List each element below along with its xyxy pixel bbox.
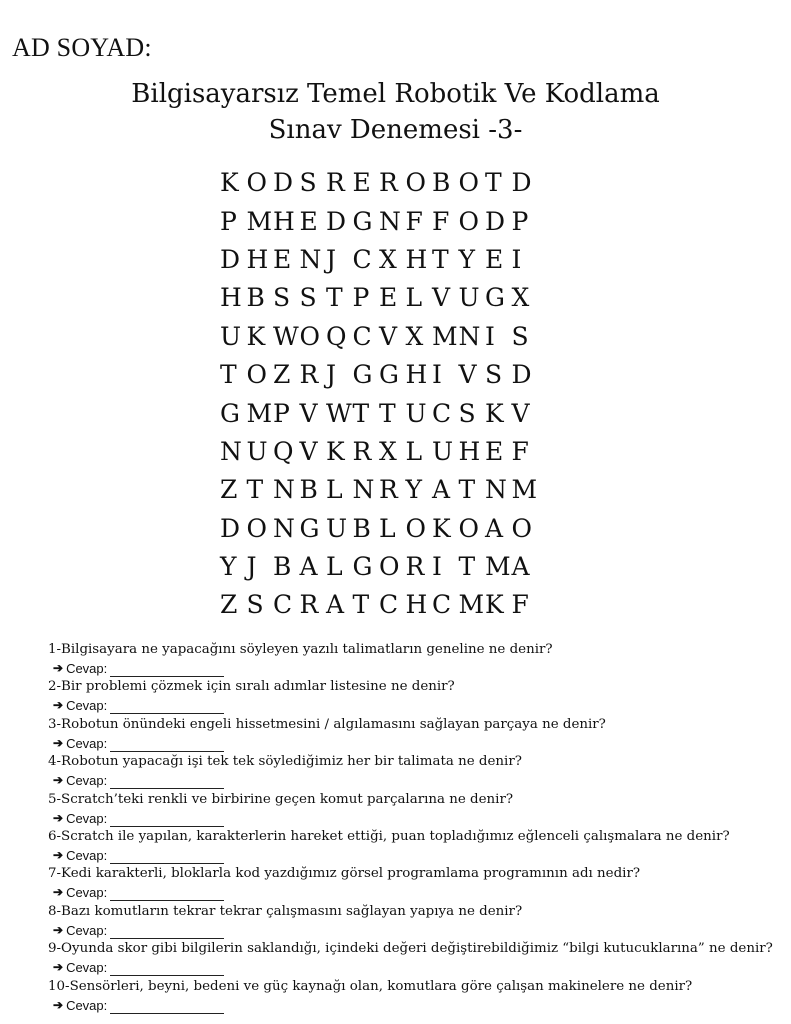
grid-letter[interactable]: S — [485, 360, 503, 390]
page-subtitle: Sınav Denemesi -3- — [268, 115, 523, 145]
answer-blank-field[interactable] — [110, 740, 224, 752]
answer-blank-field[interactable] — [110, 815, 224, 827]
grid-letter[interactable]: Q — [326, 321, 347, 351]
grid-row — [220, 510, 538, 548]
grid-letter[interactable]: N — [273, 475, 295, 505]
grid-letter[interactable]: R — [299, 590, 319, 620]
grid-letter[interactable]: K — [246, 321, 266, 351]
grid-letter[interactable]: N — [220, 436, 242, 466]
grid-letter[interactable]: H — [405, 244, 428, 274]
grid-letter[interactable]: M — [432, 321, 458, 351]
grid-letter[interactable]: U — [246, 436, 268, 466]
grid-letter[interactable]: C — [273, 590, 293, 620]
grid-letter[interactable]: F — [511, 436, 529, 466]
grid-letter[interactable]: O — [379, 552, 400, 582]
arrow-right-icon: ➔ — [53, 810, 64, 825]
grid-letter[interactable]: O — [405, 513, 426, 543]
grid-letter[interactable]: D — [220, 244, 241, 274]
word-search-grid — [220, 164, 538, 625]
grid-letter[interactable]: T — [326, 283, 343, 313]
grid-letter[interactable]: V — [511, 398, 530, 428]
arrow-right-icon: ➔ — [53, 735, 64, 750]
grid-letter[interactable]: D — [485, 206, 506, 236]
grid-row — [220, 394, 538, 432]
question-item — [48, 752, 783, 789]
answer-blank-field[interactable] — [110, 702, 224, 714]
question-text: 10-Sensörleri, beyni, bedeni ve güç kaynağı olan, komutlara göre çalışan makinelere ne denir? — [48, 978, 693, 994]
grid-letter[interactable]: D — [273, 168, 294, 198]
answer-row — [48, 997, 783, 1014]
arrow-right-icon: ➔ — [53, 661, 64, 675]
answer-blank-field[interactable] — [110, 1002, 224, 1014]
grid-letter[interactable]: J — [246, 552, 257, 582]
grid-letter[interactable]: O — [458, 168, 479, 198]
grid-row — [220, 433, 538, 471]
grid-row — [220, 164, 538, 202]
grid-letter[interactable]: V — [432, 283, 451, 313]
grid-letter[interactable]: S — [246, 590, 264, 620]
grid-row — [220, 279, 538, 317]
answer-label: Cevap: — [66, 847, 108, 863]
grid-letter[interactable]: B — [299, 475, 318, 505]
grid-letter[interactable]: N — [485, 475, 507, 505]
arrow-right-icon: ➔ — [53, 885, 64, 900]
grid-letter[interactable]: O — [511, 513, 532, 543]
grid-letter[interactable]: T — [432, 244, 449, 274]
grid-letter[interactable]: A — [511, 552, 530, 582]
grid-letter[interactable]: T — [352, 398, 370, 428]
grid-letter[interactable]: P — [220, 206, 237, 236]
question-list — [48, 640, 783, 1014]
grid-letter[interactable]: D — [220, 513, 241, 543]
grid-letter[interactable]: L — [379, 513, 396, 543]
grid-letter[interactable]: D — [511, 168, 532, 198]
grid-letter[interactable]: S — [511, 321, 529, 351]
grid-letter[interactable]: T — [220, 360, 237, 390]
grid-letter[interactable]: O — [458, 206, 479, 236]
grid-letter[interactable]: A — [299, 552, 318, 582]
grid-letter[interactable]: H — [220, 283, 242, 313]
question-item — [48, 677, 783, 714]
question-item — [48, 977, 783, 1014]
question-text: 5-Scratch’teki renkli ve birbirine geçen komut parçalarına ne denir? — [48, 791, 514, 807]
grid-letter[interactable]: R — [405, 552, 425, 582]
grid-letter[interactable]: C — [352, 321, 372, 351]
answer-row — [48, 772, 783, 789]
grid-letter[interactable]: G — [352, 360, 373, 390]
grid-letter[interactable]: A — [326, 590, 345, 620]
grid-letter[interactable]: I — [432, 552, 442, 582]
grid-letter[interactable]: Z — [220, 475, 238, 505]
grid-letter[interactable]: D — [511, 360, 532, 390]
grid-letter[interactable]: U — [220, 321, 242, 351]
grid-letter[interactable]: V — [379, 321, 398, 351]
question-text: 7-Kedi karakterli, bloklarla kod yazdığımız görsel programlama programının adı nedir? — [48, 866, 641, 882]
answer-row — [48, 884, 783, 901]
grid-letter[interactable]: K — [220, 168, 239, 198]
grid-letter[interactable]: I — [511, 244, 522, 274]
answer-blank-field[interactable] — [110, 927, 224, 939]
grid-letter[interactable]: G — [299, 513, 320, 543]
grid-letter[interactable]: Y — [405, 475, 423, 505]
grid-letter[interactable]: N — [352, 475, 375, 505]
grid-letter[interactable]: E — [485, 436, 504, 466]
grid-letter[interactable]: O — [246, 513, 267, 543]
answer-blank-field[interactable] — [110, 665, 224, 677]
question-item — [48, 939, 783, 976]
grid-letter[interactable]: T — [458, 552, 476, 582]
grid-letter[interactable]: M — [485, 552, 511, 582]
grid-letter[interactable]: T — [352, 590, 370, 620]
grid-letter[interactable]: L — [326, 475, 343, 505]
grid-letter[interactable]: L — [405, 283, 423, 313]
grid-letter[interactable]: Z — [220, 590, 238, 620]
grid-row — [220, 548, 538, 586]
grid-letter[interactable]: P — [273, 398, 290, 428]
grid-row — [220, 241, 538, 279]
grid-row — [220, 471, 538, 509]
grid-letter[interactable]: V — [299, 398, 318, 428]
grid-letter[interactable]: I — [432, 360, 442, 390]
answer-row — [48, 697, 783, 714]
answer-row — [48, 735, 783, 752]
grid-letter[interactable]: I — [485, 321, 495, 351]
grid-letter[interactable]: B — [352, 513, 371, 543]
grid-letter[interactable]: E — [379, 283, 398, 313]
answer-label: Cevap: — [66, 698, 108, 714]
grid-row — [220, 586, 538, 624]
question-text: 8-Bazı komutların tekrar tekrar çalışmasını sağlayan yapıya ne denir? — [48, 903, 523, 919]
grid-letter[interactable]: S — [458, 398, 476, 428]
grid-letter[interactable]: X — [379, 436, 397, 466]
question-text: 9-Oyunda skor gibi bilgilerin saklandığı, içindeki değeri değiştirebildiğimiz “bilgi kutucuklarına” ne denir? — [48, 941, 773, 957]
grid-letter[interactable]: H — [405, 590, 428, 620]
name-surname-label: AD SOYAD: — [12, 33, 152, 62]
grid-letter[interactable]: O — [299, 321, 320, 351]
grid-letter[interactable]: D — [326, 206, 347, 236]
answer-row — [48, 810, 783, 827]
grid-letter[interactable]: M — [511, 475, 538, 505]
grid-letter[interactable]: K — [485, 398, 504, 428]
answer-label: Cevap: — [66, 773, 108, 789]
grid-letter[interactable]: N — [299, 244, 322, 274]
question-text: 3-Robotun önündeki engeli hissetmesini / algılamasını sağlayan parçaya ne denir? — [48, 716, 606, 732]
answer-blank-field[interactable] — [110, 852, 224, 864]
arrow-right-icon: ➔ — [53, 960, 64, 975]
grid-letter[interactable]: R — [379, 475, 398, 505]
grid-letter[interactable]: H — [246, 244, 269, 274]
grid-letter[interactable]: H — [405, 360, 428, 390]
arrow-right-icon: ➔ — [53, 997, 64, 1012]
grid-letter[interactable]: S — [299, 283, 317, 313]
grid-letter[interactable]: F — [432, 206, 450, 236]
grid-letter[interactable]: M — [246, 206, 273, 236]
grid-letter[interactable]: N — [379, 206, 401, 236]
grid-letter[interactable]: H — [458, 436, 481, 466]
question-item — [48, 640, 783, 677]
arrow-right-icon: ➔ — [53, 922, 64, 937]
grid-letter[interactable]: P — [352, 283, 370, 313]
grid-letter[interactable]: F — [405, 206, 423, 236]
grid-letter[interactable]: C — [432, 398, 452, 428]
grid-letter[interactable]: P — [511, 206, 529, 236]
question-text: 6-Scratch ile yapılan, karakterlerin hareket ettiği, puan topladığımız eğlenceli çalışmalara ne denir? — [48, 828, 730, 844]
grid-letter[interactable]: A — [485, 513, 504, 543]
grid-letter[interactable]: S — [273, 283, 291, 313]
grid-letter[interactable]: V — [458, 360, 477, 390]
grid-row — [220, 202, 538, 240]
grid-letter[interactable]: O — [246, 360, 267, 390]
arrow-right-icon: ➔ — [53, 698, 64, 713]
grid-letter[interactable]: J — [326, 360, 337, 390]
answer-blank-field[interactable] — [110, 964, 224, 976]
grid-letter[interactable]: N — [458, 321, 481, 351]
page-title: Bilgisayarsız Temel Robotik Ve Kodlama — [131, 79, 660, 109]
question-item — [48, 902, 783, 939]
grid-letter[interactable]: E — [352, 168, 371, 198]
grid-letter[interactable]: T — [458, 475, 476, 505]
grid-letter[interactable]: X — [379, 244, 397, 274]
question-item — [48, 864, 783, 901]
answer-row — [48, 660, 783, 677]
grid-letter[interactable]: E — [273, 244, 292, 274]
answer-blank-field[interactable] — [110, 777, 224, 789]
grid-letter[interactable]: Y — [220, 552, 237, 582]
answer-label: Cevap: — [66, 810, 108, 826]
grid-letter[interactable]: K — [485, 590, 504, 620]
answer-label: Cevap: — [66, 735, 108, 751]
grid-letter[interactable]: X — [511, 283, 530, 313]
grid-letter[interactable]: B — [432, 168, 451, 198]
grid-letter[interactable]: M — [246, 398, 273, 428]
question-item — [48, 827, 783, 864]
grid-letter[interactable]: Y — [458, 244, 476, 274]
grid-letter[interactable]: J — [326, 244, 337, 274]
grid-letter[interactable]: G — [352, 206, 373, 236]
grid-row — [220, 356, 538, 394]
question-text: 2-Bir problemi çözmek için sıralı adımlar listesine ne denir? — [48, 679, 455, 695]
grid-letter[interactable]: V — [299, 436, 318, 466]
answer-row — [48, 922, 783, 939]
answer-label: Cevap: — [66, 661, 108, 676]
grid-letter[interactable]: G — [379, 360, 399, 390]
grid-letter[interactable]: X — [405, 321, 424, 351]
grid-letter[interactable]: G — [220, 398, 240, 428]
grid-letter[interactable]: L — [405, 436, 423, 466]
grid-letter[interactable]: R — [352, 436, 372, 466]
arrow-right-icon: ➔ — [53, 773, 64, 788]
grid-letter[interactable]: O — [458, 513, 479, 543]
grid-letter[interactable]: R — [379, 168, 398, 198]
grid-letter[interactable]: H — [273, 206, 295, 236]
answer-blank-field[interactable] — [110, 889, 224, 901]
grid-letter[interactable]: O — [246, 168, 267, 198]
answer-row — [48, 847, 783, 864]
grid-letter[interactable]: T — [379, 398, 396, 428]
answer-label: Cevap: — [66, 922, 108, 938]
question-item — [48, 790, 783, 827]
grid-letter[interactable]: K — [326, 436, 345, 466]
title-block — [0, 76, 791, 148]
grid-letter[interactable]: T — [246, 475, 264, 505]
question-text: 4-Robotun yapacağı işi tek tek söylediğimiz her bir talimata ne denir? — [48, 754, 522, 770]
grid-letter[interactable]: A — [432, 475, 451, 505]
grid-letter[interactable]: R — [299, 360, 319, 390]
grid-letter[interactable]: C — [379, 590, 399, 620]
grid-letter[interactable]: R — [326, 168, 345, 198]
grid-letter[interactable]: U — [458, 283, 480, 313]
answer-label: Cevap: — [66, 960, 108, 976]
grid-letter[interactable]: B — [273, 552, 292, 582]
grid-letter[interactable]: O — [405, 168, 426, 198]
arrow-right-icon: ➔ — [53, 847, 64, 862]
grid-letter[interactable]: K — [432, 513, 451, 543]
grid-letter[interactable]: U — [432, 436, 454, 466]
grid-letter[interactable]: E — [485, 244, 504, 274]
grid-letter[interactable]: N — [273, 513, 295, 543]
grid-letter[interactable]: U — [405, 398, 427, 428]
grid-letter[interactable]: M — [458, 590, 485, 620]
answer-row — [48, 959, 783, 976]
grid-letter[interactable]: B — [246, 283, 265, 313]
grid-letter[interactable]: U — [326, 513, 348, 543]
grid-letter[interactable]: Q — [273, 436, 294, 466]
grid-row — [220, 318, 538, 356]
grid-letter[interactable]: L — [326, 552, 343, 582]
grid-letter[interactable]: G — [485, 283, 505, 313]
grid-letter[interactable]: T — [485, 168, 502, 198]
answer-label: Cevap: — [66, 885, 108, 901]
grid-letter[interactable]: W — [326, 398, 352, 428]
question-item — [48, 715, 783, 752]
grid-letter[interactable]: S — [299, 168, 317, 198]
grid-letter[interactable]: C — [352, 244, 372, 274]
grid-letter[interactable]: W — [273, 321, 299, 351]
answer-label: Cevap: — [66, 997, 108, 1013]
grid-letter[interactable]: E — [299, 206, 318, 236]
grid-letter[interactable]: F — [511, 590, 529, 620]
grid-letter[interactable]: Z — [273, 360, 291, 390]
grid-letter[interactable]: G — [352, 552, 373, 582]
grid-letter[interactable]: C — [432, 590, 452, 620]
question-text: 1-Bilgisayara ne yapacağını söyleyen yazılı talimatların geneline ne denir? — [48, 642, 553, 657]
